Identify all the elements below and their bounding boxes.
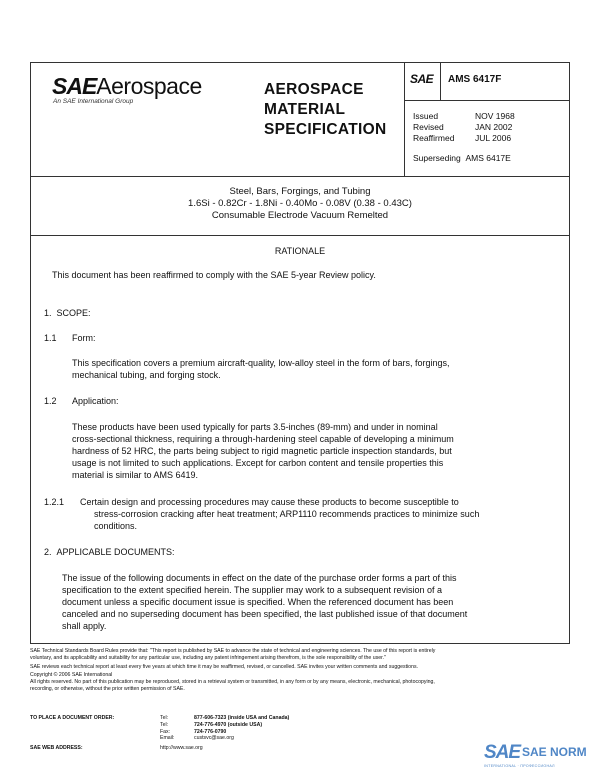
footer-rules-line-1: SAE Technical Standards Board Rules provide that: "This report is published by SAE to advance the state of technical and engineering sciences. The use of this report is entirely xyxy=(30,648,436,654)
reaffirmed-label: Reaffirmed xyxy=(413,133,455,143)
web-label: SAE WEB ADDRESS: xyxy=(30,745,83,751)
reaffirmed-value: JUL 2006 xyxy=(475,133,512,143)
tel1-label: Tel: xyxy=(160,715,169,721)
section-1-1-text xyxy=(72,357,449,381)
email-value[interactable]: custsvc@sae.org xyxy=(194,735,234,742)
docnum-vertical-divider xyxy=(440,62,441,100)
footer-rights-line-1: All rights reserved. No part of this publication may be reproduced, stored in a retrieval system or transmitted, in any form or by any means, electronic, mechanical, photocopying, xyxy=(30,679,435,686)
section-1-2-1-line-3: conditions. xyxy=(94,521,138,531)
sae-aerospace-logo xyxy=(52,73,202,100)
section-1-2-line-2: cross-sectional thickness, requiring a through-hardening steel capable of developing a minimum xyxy=(72,434,454,444)
footer-rules-line-2: voluntary, and its applicability and suitability for any particular use, including any patent infringement arising therefrom, is the sole responsibility of the user." xyxy=(30,654,386,661)
header-vertical-divider xyxy=(404,62,405,176)
section-2-title: APPLICABLE DOCUMENTS: xyxy=(56,547,175,557)
section-1-2-title: Application: xyxy=(72,396,119,406)
section-1-2-line-4: usage is not limited to such applications. Except for carbon content and tensile properties this xyxy=(72,458,444,468)
issued-value: NOV 1968 xyxy=(475,111,515,121)
tel1-value: 877-606-7323 (inside USA and Canada) xyxy=(194,715,290,721)
spec-title-line-2: MATERIAL xyxy=(264,101,346,118)
section-2-heading xyxy=(44,546,175,558)
section-1-2-heading xyxy=(44,395,119,407)
section-1-2-line-5: material is similar to AMS 6419. xyxy=(72,470,199,480)
section-1-2-1-line-2: stress-corrosion cracking after heat treatment; ARP1110 recommends practices to minimize such xyxy=(94,509,480,519)
section-1-2-1-number: 1.2.1 xyxy=(44,497,65,507)
section-1-1-line-2: mechanical tubing, and forging stock. xyxy=(72,370,221,380)
rationale-heading: RATIONALE xyxy=(274,246,326,256)
document-title-line-2: 1.6Si - 0.82Cr - 1.8Ni - 0.40Mo - 0.08V (0.38 - 0.43C) xyxy=(188,198,412,209)
footer-rights-line-2: recording, or otherwise, without the prior written permission of SAE. xyxy=(30,685,185,692)
revised-value: JAN 2002 xyxy=(475,122,513,132)
superseding-line xyxy=(413,153,511,164)
logo-aerospace-text: Aerospace xyxy=(96,73,202,99)
section-1-2-line-1: These products have been used typically for parts 3.5-inches (89-mm) and under in nominal xyxy=(72,422,438,432)
order-label: TO PLACE A DOCUMENT ORDER: xyxy=(30,715,115,721)
section-2-line-3: document unless a specific document issue is specified. When the referenced document has been xyxy=(62,597,454,607)
section-1-2-line-3: hardness of 52 HRC, the parts being subject to rigid magnetic particle inspection standards, but xyxy=(72,446,452,456)
spec-title-line-1: AEROSPACE xyxy=(264,81,364,98)
section-2-line-4: canceled and no superseding document has been specified, the last published issue of that document xyxy=(62,609,468,619)
section-1-1-line-1: This specification covers a premium aircraft-quality, low-alloy steel in the form of bars, forgings, xyxy=(72,358,450,368)
fax-value: 724-776-0790 xyxy=(194,728,227,735)
email-label: Email: xyxy=(160,735,175,742)
section-1-2-1-line-1: Certain design and processing procedures may cause these products to become susceptible to xyxy=(80,497,459,507)
rationale-text: This document has been reaffirmed to comply with the SAE 5-year Review policy. xyxy=(52,270,376,280)
superseding-value: AMS 6417E xyxy=(465,153,511,163)
section-1-2-number: 1.2 xyxy=(44,396,57,406)
logo-sae-text: SAE xyxy=(52,73,97,99)
section-1-1-title: Form: xyxy=(72,333,96,343)
contact-labels xyxy=(160,715,174,742)
document-title-line-1: Steel, Bars, Forgings, and Tubing xyxy=(229,186,371,197)
superseding-label: Superseding xyxy=(413,153,461,163)
small-sae-logo: SAE xyxy=(410,72,434,86)
section-1-title: SCOPE: xyxy=(56,308,91,318)
section-2-line-2: specification to the extent specified herein. The supplier may work to a subsequent revision of a xyxy=(62,585,443,595)
section-2-number: 2. xyxy=(44,547,52,557)
header-divider xyxy=(30,176,570,177)
tel2-value: 724-776-4970 (outside USA) xyxy=(194,721,263,728)
section-1-2-1-text xyxy=(80,496,479,532)
section-2-line-5: shall apply. xyxy=(62,621,107,631)
footer-review-line: SAE reviews each technical report at least every five years at which time it may be reaffirmed, revised, or cancelled. SAE invites your written comments and suggestions. xyxy=(30,663,418,670)
section-1-1-heading xyxy=(44,332,96,344)
revised-label: Revised xyxy=(413,122,444,132)
issue-dates xyxy=(413,111,515,144)
section-1-heading xyxy=(44,307,91,319)
section-1-2-text xyxy=(72,421,454,481)
spec-title-line-3: SPECIFICATION xyxy=(264,121,387,138)
docnum-divider xyxy=(404,100,570,101)
section-1-number: 1. xyxy=(44,308,52,318)
section-2-line-1: The issue of the following documents in effect on the date of the purchase order forms a part of this xyxy=(62,573,457,583)
section-2-text xyxy=(62,572,467,632)
issued-label: Issued xyxy=(413,111,439,121)
sae-norm-logo-mark: SAE xyxy=(484,742,521,763)
footer-notices xyxy=(30,648,575,693)
tel2-label: Tel: xyxy=(160,721,169,728)
fax-label: Fax: xyxy=(160,728,171,735)
contact-values xyxy=(194,715,289,742)
doc-number: AMS 6417F xyxy=(448,74,502,85)
logo-subtitle: An SAE International Group xyxy=(53,98,134,105)
document-title xyxy=(30,186,570,222)
footer-copyright: Copyright © 2006 SAE International xyxy=(30,672,113,679)
sae-norm-logo xyxy=(484,742,520,764)
section-1-1-number: 1.1 xyxy=(44,333,57,343)
document-title-line-3: Consumable Electrode Vacuum Remelted xyxy=(211,210,389,221)
title-divider xyxy=(30,235,570,236)
sae-norm-subtext: INTERNATIONAL · ПРОФЕССИОНАЛ xyxy=(484,764,555,768)
sae-norm-text: SAE NORM xyxy=(522,745,587,759)
web-value[interactable]: http://www.sae.org xyxy=(160,745,203,751)
spec-title xyxy=(264,80,386,140)
